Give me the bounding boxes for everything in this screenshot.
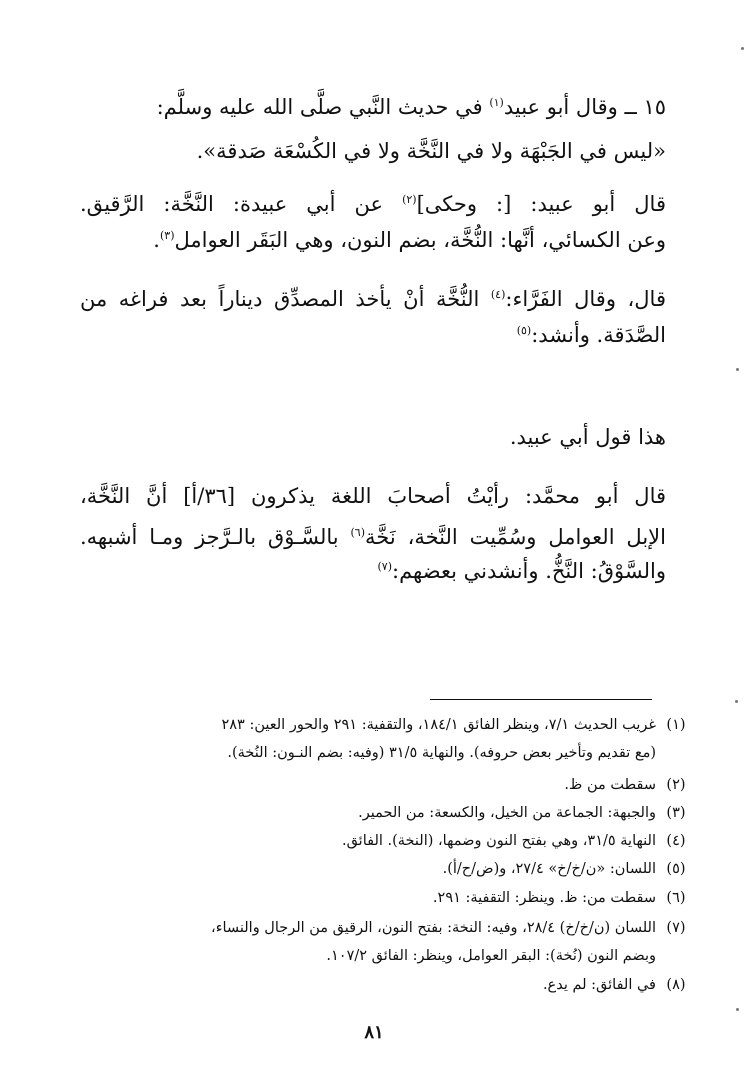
footnote-text: سقطت من: ظ. وينظر: التقفية: ٢٩١. [432,890,656,906]
para15-line1: ١٥ ــ وقال أبو عبيد$^{(١)}$ في حديث النَّبي صلَّى الله عليه وسلَّم: [156,95,666,119]
para15-line2: «ليس في الجَبْهَة ولا في النَّخَّة ولا في الكُسْعَة صَدقة». [196,139,666,163]
footnote-text: اللسان (ن/خ/خ) ٢٨/٤، وفيه: النخة: بفتح النون، الرقيق من الرجال والنساء، [211,920,656,936]
footnote-text: سقطت من ظ. [564,777,656,793]
footnote-6 [80,887,686,909]
footnote-number: (٦) [666,890,686,906]
footnote-4 [80,830,686,852]
footnote-1 [80,714,686,736]
footnote-number: (٥) [666,861,686,877]
footnote-ref[interactable]: (٣) [159,229,175,242]
footnote-text: والجبهة: الجماعة من الخيل، والكسعة: من الحمير. [358,805,656,821]
footnote-text: غريب الحديث ٧/١، وينظر الفائق ١٨٤/١، والتقفية: ٢٩١ والحور العين: ٢٨٣ [221,717,656,733]
abu-muhammad-line1: قال أبو محمَّد: رأيْتُ أصحابَ اللغة يذكرون [٣٦/أ] أنَّ النَّخَّة، [80,484,667,508]
footnote-ref[interactable]: (٥) [516,324,532,337]
footnote-8 [80,974,686,996]
footnote-number: (١) [666,717,686,733]
scan-speck [741,47,744,50]
footnote-3 [80,802,686,824]
footnote-ref[interactable]: (٢) [402,193,417,206]
footnote-number: (٣) [666,805,686,821]
abu-ubaid-note: هذا قول أبي عبيد. [509,425,666,449]
abu-muhammad-line2: الإبل العوامل وسُمِّيت النَّخة، نَخَّة$^{(٦)}$ بالسَّـوْق بالـرَّجز ومـا أشبهه. [80,525,666,549]
footnote-text: وبضم النون (نُخة): البقر العوامل، وينظر: الفائق ١٠٧/٢. [326,948,656,964]
footnote-number: (٧) [666,920,686,936]
footnote-ref[interactable]: (٧) [377,560,392,573]
footnote-7 [80,917,686,939]
footnote-text: النهاية ٣١/٥، وهي بفتح النون وضمها، (النخة). الفائق. [341,833,656,849]
footnote-number: (٤) [666,833,686,849]
footnote-ref[interactable]: (٤) [490,288,506,301]
footnote-ref[interactable]: (٦) [350,526,366,539]
abu-muhammad-line3: والسَّوْقُ: النَّخُّ. وأنشدني بعضهم:$^{(٧)}$ [377,559,666,583]
farra-line2: الصَّدَقة. وأنشد:$^{(٥)}$ [516,323,666,347]
footnote-2 [80,774,686,796]
para15-line4: وعن الكسائي، أنَّها: النُّخَّة، بضم النون، وهي البَقَر العوامل$^{(٣)}$. [153,228,666,252]
footnote-ref[interactable]: (١) [489,96,504,109]
farra-line1: قال، وقال الفَرَّاء:$^{(٤)}$ النُّخَّة أنْ يأخذ المصدِّق ديناراً بعد فراغه من [80,287,666,311]
footnote-5 [80,858,686,880]
footnote-7-cont [80,945,656,967]
scan-speck [736,1008,739,1011]
footnote-text: اللسان: «ن/خ/خ» ٢٧/٤، و(ض/ح/أ). [442,861,656,877]
footnote-number: (٢) [666,777,686,793]
para15-line3: قال أبو عبيد: [: وحكى]$^{(٢)}$ عن أبي عبيدة: النَّخَّة: الرَّقيق. [80,192,666,216]
footnote-number: (٨) [666,977,686,993]
scan-speck [735,700,738,703]
footnote-separator [430,699,652,700]
footnote-1-cont [80,742,656,764]
scan-speck [736,368,739,371]
footnote-text: في الفائق: لم يدع. [542,977,656,993]
footnote-text: (مع تقديم وتأخير بعض حروفه). والنهاية ٣١/٥ (وفيه: بضم النـون: النُخة). [227,745,656,761]
page-number: ٨١ [364,1022,384,1043]
